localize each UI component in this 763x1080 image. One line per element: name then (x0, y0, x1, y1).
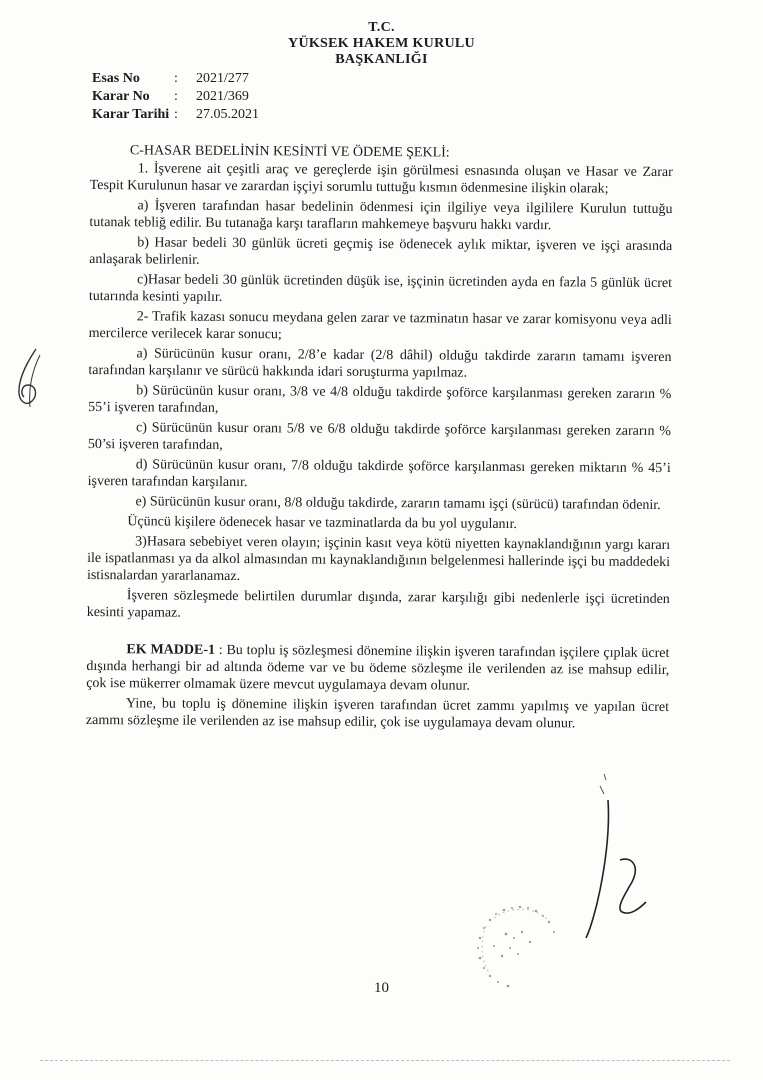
paragraph-item-2d: d) Sürücünün kusur oranı, 7/8 olduğu takdirde şoförce karşılanması gereken miktarın % 45’i işveren tarafından karşılanır. (87, 457, 671, 491)
margin-handwriting-mark (10, 345, 50, 415)
meta-label: Esas No (92, 71, 140, 86)
document-body (86, 142, 673, 733)
section-heading: C-HASAR BEDELİNİN KESİNTİ VE ÖDEME ŞEKLİ: (129, 143, 450, 161)
paragraph-item-1b: b) Hasar bedeli 30 günlük ücreti geçmiş ise ödenecek aylık miktar, işveren ve işçi arasında anlaşarak belirlenir. (89, 235, 673, 268)
header-department: BAŞKANLIĞI (335, 52, 428, 67)
paragraph-item-1c: c)Hasar bedeli 30 günlük ücretinden düşük ise, işçinin ücretinden ayda en fazla 5 günlük ücret tutarında kesinti yapılır. (88, 272, 673, 305)
ek-madde-title: EK MADDE-1 (126, 642, 216, 658)
paragraph-item-2: 2- Trafik kazası sonucu meydana gelen zarar ve tazminatın hasar ve zarar komisyonu veya adli mercilerce verilecek karar sonucu; (88, 309, 672, 343)
meta-colon: : (174, 71, 178, 86)
paragraph-item-1a: a) İşveren tarafından hasar bedelinin ödenmesi için ilgiliye veya ilgililere Kurulun tuttuğu tutanak tebliğ edilir. Bu tutanağa karşı tarafların mahkemeye başvuru hakkı vardır. (89, 198, 673, 234)
meta-value: 2021/369 (196, 89, 249, 104)
meta-row-karar (92, 88, 259, 106)
paragraph-item-2b: b) Sürücünün kusur oranı, 3/8 ve 4/8 olduğu takdirde şoförce karşılanması gereken zararın % 55’i işveren tarafından, (88, 383, 672, 416)
paragraph-item-2e: e) Sürücünün kusur oranı, 8/8 olduğu takdirde, zararın tamamı işçi (sürücü) tarafından ödenir. (135, 494, 661, 513)
paragraph-item-2a: a) Sürücünün kusur oranı, 2/8’e kadar (2/8 dâhil) olduğu takdirde zararın tamamı işveren tarafından karşılanır ve sürücü hakkında idari soruşturma yapılmaz. (88, 346, 672, 381)
bottom-divider (40, 1060, 730, 1061)
meta-colon: : (174, 107, 178, 122)
page-number: 10 (374, 980, 389, 996)
paragraph-item-3: 3)Hasara sebebiyet veren olayın; işçinin kasıt veya kötü niyetten kaynaklandığının yargı kararı ile ispatlanması ya da alkol almasından mı kaynaklandığının belgelenmesi hallerinde işçi bu maddedeki istisnalardan yararlanamaz. (86, 534, 671, 585)
meta-colon: : (174, 89, 178, 104)
ek-madde-text: : Bu toplu iş sözleşmesi dönemine ilişkin işveren tarafından işçilere çıplak ücret dışında herhangi bir ad altında ödeme var ve bu ödeme sözleşme ile verilenden az ise mahsup edilir, çok ise mükerrer olmamak üzere mevcut uygulamaya devam olunur. (86, 642, 670, 694)
paragraph-closing: İşveren sözleşmede belirtilen durumlar dışında, zarar karşılığı gibi nedenlerle işçi ücretinden kesinti yapamaz. (86, 588, 670, 621)
ek-madde-paragraph-2: Yine, bu toplu iş dönemine ilişkin işveren tarafından ücret zammı yapılmış ve yapılan ücret zammı sözleşme ile verilenden az ise mahsup edilir, çok ise uygulamaya devam olunur. (85, 696, 670, 732)
meta-value: 27.05.2021 (196, 107, 259, 122)
meta-label: Karar Tarihi (92, 107, 170, 122)
case-meta (92, 70, 259, 124)
document-header (0, 20, 763, 68)
paragraph-item-2c: c) Sürücünün kusur oranı 5/8 ve 6/8 olduğu takdirde şoförce karşılanması gereken zararın % 50’si işveren tarafından, (87, 420, 672, 453)
header-institution: YÜKSEK HAKEM KURULU (288, 36, 475, 51)
meta-row-karar-tarihi (92, 106, 259, 124)
meta-row-esas (92, 70, 259, 88)
paragraph-item-1: 1. İşverene ait çeşitli araç ve gereçlerde işin görülmesi esnasında oluşan ve Hasar ve Zarar Tespit Kurulunun hasar ve zarardan işçiyi sorumlu tuttuğu kısmın ödenmesine ilişkin olarak; (89, 161, 673, 197)
meta-label: Karar No (92, 89, 150, 104)
paragraph-third-party: Üçüncü kişilere ödenecek hasar ve tazminatlarda da bu yol uygulanır. (127, 514, 517, 532)
meta-value: 2021/277 (196, 71, 249, 86)
ek-madde-paragraph (86, 641, 669, 696)
header-tc: T.C. (368, 20, 395, 35)
